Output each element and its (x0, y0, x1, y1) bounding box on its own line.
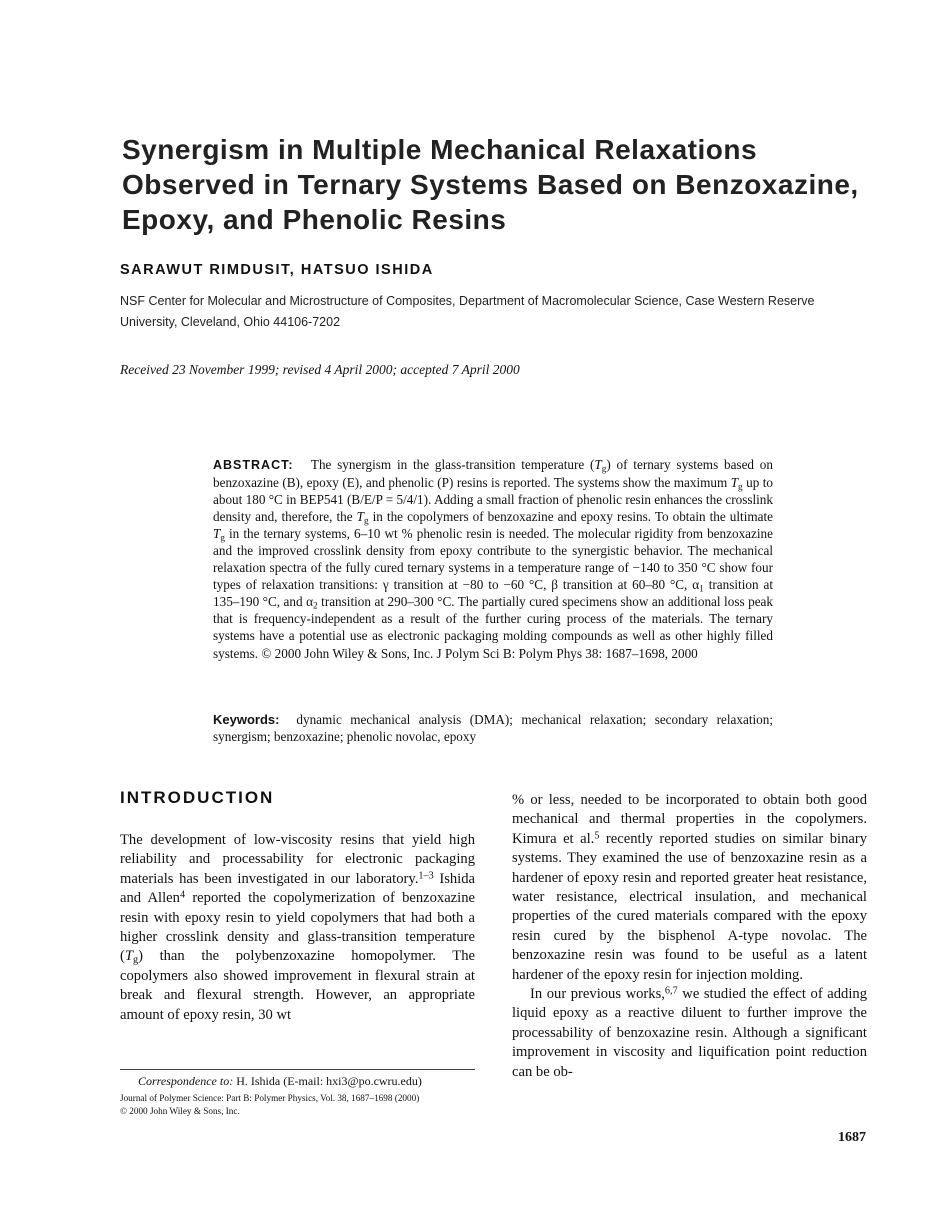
keywords-text: dynamic mechanical analysis (DMA); mechanical relaxation; secondary relaxation; synergism; benzoxazine; phenolic novolac, epoxy (213, 712, 774, 745)
section-heading-introduction: INTRODUCTION (120, 788, 275, 807)
footnote-divider (120, 1069, 475, 1070)
abstract: ABSTRACT: The synergism in the glass-transition temperature $(T_g)$ of ternary systems based on benzoxazine (B), epoxy (E), and phenolic (P) resins is reported. The systems show the maximum $T_g$ up to about 180 °C in BEP541 (B/E/P = 5/4/1). Adding a small fraction of phenolic resin enhances the crosslink density and, therefore, the $T_g$ in the copolymers of benzoxazine and epoxy resins. To obtain the ultimate $T_g$ in the ternary systems, 6–10 wt % phenolic resin is needed. The molecular rigidity from benzoxazine and the improved crosslink density from epoxy contribute to the synergistic behavior. The mechanical relaxation spectra of the fully cured ternary systems in a temperature range of −140 to 350 °C show four types of relaxation transitions: γ transition at −80 to −60 °C, β transition at 60–80 °C, $\alpha_1$ transition at 135–190 °C, and $\alpha_2$ transition at 290–300 °C. The partially cured specimens show an additional loss peak that is frequency-independent as a result of the further curing process of the materials. The ternary systems have a potential use as electronic packaging molding compounds as well as other highly filled systems. © 2000 John Wiley & Sons, Inc. J Polym Sci B: Polym Phys 38: 1687–1698, 2000 (213, 457, 773, 661)
body-column-left (120, 831, 475, 1025)
journal-citation: Journal of Polymer Science: Part B: Polymer Physics, Vol. 38, 1687–1698 (2000) © 2000 John Wiley & Sons, Inc. (120, 1093, 420, 1116)
abstract-label: ABSTRACT: (213, 458, 294, 472)
body-column-right (512, 791, 867, 1082)
correspondence-footnote: Correspondence to: H. Ishida (E-mail: hxi3@po.cwru.edu) (138, 1074, 422, 1088)
keywords-label: Keywords: (213, 712, 280, 727)
body-paragraph: The development of low-viscosity resins that yield high reliability and processability for electronic packaging materials has been investigated in our laboratory.$^{1-3}$ Ishida and Allen$^4$ reported the copolymerization of benzoxazine resin with epoxy resin to yield copolymers that had both a higher crosslink density and glass-transition temperature $(T_g)$ than the polybenzoxazine homopolymer. The copolymers also showed improvement in flexural strain at break and flexural strength. However, an appropriate amount of epoxy resin, 30 wt (120, 832, 475, 1023)
page-number: 1687 (838, 1130, 866, 1145)
keywords (213, 711, 773, 745)
author-affiliation: NSF Center for Molecular and Microstructure of Composites, Department of Macromolecular Science, Case Western Reserve University, Cleveland, Ohio 44106-7202 (120, 294, 815, 329)
author-list: SARAWUT RIMDUSIT, HATSUO ISHIDA (120, 262, 434, 278)
body-paragraph: In our previous works,$^{6,7}$ we studied the effect of adding liquid epoxy as a reactive diluent to further improve the processability of benzoxazine resin. Although a significant improvement in viscosity and liquification point reduction can be ob- (512, 985, 867, 1080)
received-dates: Received 23 November 1999; revised 4 April 2000; accepted 7 April 2000 (120, 362, 520, 377)
body-paragraph: % or less, needed to be incorporated to obtain both good mechanical and thermal properties in the copolymers. Kimura et al.$^5$ recently reported studies on similar binary systems. They examined the use of benzoxazine resin as a hardener of epoxy resin and reported greater heat resistance, water resistance, electrical insulation, and mechanical properties of the cured materials compared with the epoxy resin cured by the bisphenol A-type novolac. The benzoxazine resin was found to be useful as a latent hardener of the epoxy resin for injection molding. (512, 792, 868, 983)
article-title: Synergism in Multiple Mechanical Relaxations Observed in Ternary Systems Based on Benzoxazine, Epoxy, and Phenolic Resins (122, 134, 859, 235)
